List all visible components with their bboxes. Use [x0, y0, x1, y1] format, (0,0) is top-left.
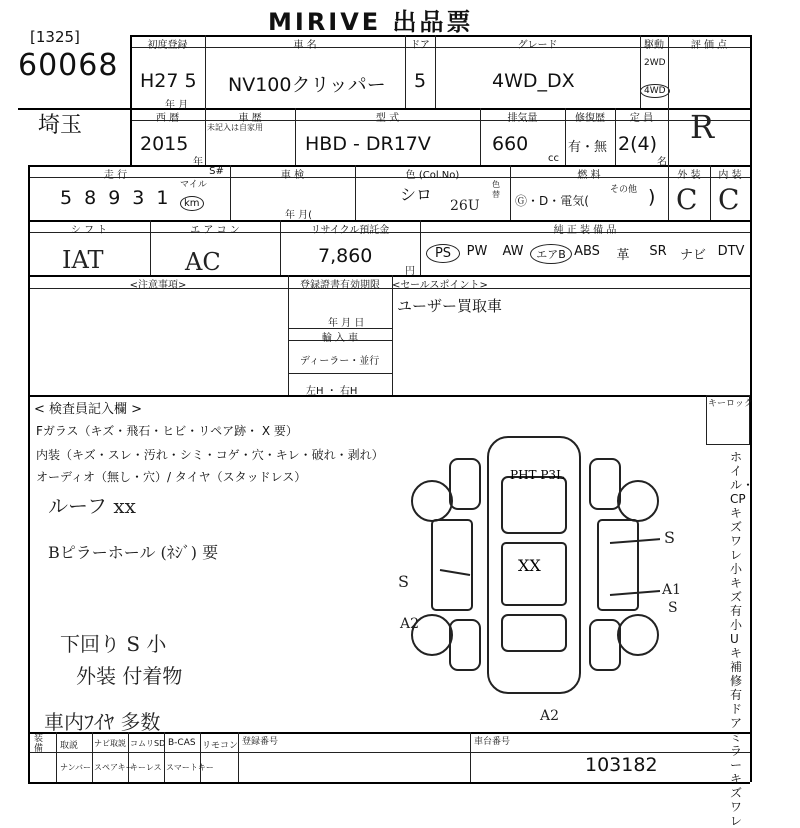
grade-value: 4WD_DX [492, 70, 575, 92]
mileage-unit-km: km [180, 196, 204, 211]
exterior-value: C [676, 183, 698, 216]
grid-line [200, 732, 201, 782]
left-doors [432, 520, 472, 610]
windshield [502, 477, 566, 533]
grid-line [130, 35, 132, 165]
right-front-fender [590, 459, 620, 509]
inspector-line-glass: Fガラス（キズ・飛石・ヒビ・リペア跡・ X 要） [36, 424, 298, 438]
cc-value: 660 [492, 133, 529, 155]
side-notes: ホイル・CPキズ ワレ 小キズ有 小Uキ 補修有 ドアミラーキズ ワレ [730, 450, 755, 828]
grid-line [470, 732, 471, 782]
shift-value: IAT [62, 246, 104, 274]
grid-line [238, 732, 239, 782]
drive-4wd: 4WD [640, 84, 670, 98]
rear-window [502, 615, 566, 651]
stock-number: 60068 [18, 48, 119, 83]
prefecture: 埼玉 [38, 113, 83, 138]
right-rear-fender [590, 620, 620, 670]
sales-value: ユーザー買取車 [397, 297, 503, 315]
mileage-digit: 1 [156, 187, 181, 209]
fuel-label: 燃 料 [577, 170, 601, 181]
year-value: 2015 [140, 133, 189, 155]
capacity-label: 定 員 [629, 113, 654, 124]
vehicle-name: NV100クリッパー [228, 74, 386, 96]
sales-label: <セールスポイント> [392, 280, 488, 291]
history-label: 車 歴 [238, 113, 262, 124]
notes-label: <注意事項> [129, 280, 187, 291]
import-label: 輸 入 車 [321, 333, 359, 344]
grid-line [56, 732, 57, 782]
first-reg-value: H27 5 [140, 70, 197, 92]
mileage-digit: 3 [132, 187, 157, 209]
grid-line [668, 108, 669, 165]
right-rear-wheel [618, 615, 658, 655]
equip-leather: 革 [616, 248, 630, 263]
grid-line [28, 752, 750, 753]
mileage-digit: 5 [60, 187, 85, 209]
import-steer: 左H ・ 右H [306, 386, 358, 397]
interior-value: C [718, 183, 740, 216]
first-reg-label: 初度登録 [147, 40, 188, 51]
s-label: S# [209, 166, 224, 177]
cc-unit: cc [548, 153, 559, 164]
center-mark: XX [518, 556, 541, 575]
keylock-label: キーロック [708, 399, 753, 409]
score-value: R [690, 108, 715, 146]
note-interior: 車内ﾌｲﾔ 多数 [44, 710, 161, 734]
reg-expiry-label: 登録證書有効期限 [300, 280, 380, 291]
footer-item: スマートキー [166, 763, 214, 772]
roof-note: PHT P3L [510, 468, 565, 482]
footer-item: リモコン [202, 741, 239, 751]
grid-line [392, 275, 393, 395]
door-value: 5 [414, 70, 427, 92]
color-label: 色 (Col.No) [405, 170, 460, 181]
type-label: 型 式 [375, 113, 400, 124]
door-label: ドア [410, 40, 430, 51]
grid-line [92, 732, 93, 782]
mark-right-side-2: S [668, 600, 678, 616]
equip-airbag: エアB [530, 244, 572, 264]
mark-right-front: S [664, 528, 675, 547]
interior-label: 内 装 [718, 170, 742, 181]
equip-navi: ナビ [679, 248, 706, 263]
equip-aw: AW [502, 244, 524, 259]
note-roof: ルーフ xx [48, 494, 136, 518]
type-value: HBD - DR17V [305, 133, 431, 155]
inspection-units: 年 月( [285, 210, 313, 221]
inspection-label: 車 検 [280, 170, 305, 181]
inspector-title: < 検査員記入欄 > [34, 402, 143, 417]
mark-right-side: A1 [662, 582, 682, 598]
reg-units: 年 月 日 [328, 318, 365, 329]
first-reg-units: 年 月 [165, 100, 189, 111]
color-change-label: 色替 [492, 180, 500, 199]
grid-line [128, 732, 129, 782]
equip-label: 純 正 装 備 品 [553, 225, 617, 236]
left-front-fender [450, 459, 480, 509]
shift-label: シ フ ト [70, 225, 108, 236]
drive-2wd: 2WD [644, 58, 666, 68]
left-front-wheel [412, 481, 452, 521]
reg-number-label: 登録番号 [242, 737, 279, 747]
capacity-unit: 名 [657, 157, 667, 168]
equip-sr: SR [649, 244, 667, 259]
inspector-line-audio: オーディオ（無し・穴）/ タイヤ（スタッドレス） [36, 470, 307, 484]
lot-number: [1325] [30, 28, 80, 46]
color-code: 26U [450, 198, 480, 214]
mileage-unit-mile: マイル [180, 180, 207, 190]
footer-item: B-CAS [168, 738, 196, 748]
grid-line [28, 782, 750, 784]
footer-item: ナンバー [60, 763, 92, 772]
repair-value: 有・無 [568, 140, 608, 155]
year-unit: 年 [193, 157, 203, 168]
mileage-digits [60, 187, 180, 209]
grid-line [28, 395, 750, 397]
name-label: 車 名 [293, 40, 317, 51]
fuel-value: Ⓖ・D・電気( [515, 194, 589, 208]
grade-label: グレード [517, 40, 558, 51]
equip-dtv: DTV [717, 244, 745, 259]
left-rear-fender [450, 620, 480, 670]
note-pillar: Bピラーホール (ﾈｼﾞ) 要 [48, 543, 219, 562]
drive-label: 駆動 [644, 40, 664, 51]
grid-line [28, 165, 30, 782]
equip-ps: PS [426, 244, 460, 263]
mileage-digit: 9 [108, 187, 133, 209]
chassis-label: 車台番号 [474, 737, 511, 747]
inspector-line-interior: 内装（キズ・スレ・汚れ・シミ・コゲ・穴・キレ・破れ・剥れ） [36, 448, 384, 462]
right-front-wheel [618, 481, 658, 521]
exterior-label: 外 装 [677, 170, 701, 181]
score-label: 評 価 点 [690, 40, 728, 51]
footer-item: ナビ取説 [94, 739, 126, 748]
color-value: シロ [400, 185, 433, 204]
capacity-value: 2(4) [618, 133, 658, 155]
grid-line [288, 373, 392, 374]
recycle-value: 7,860 [318, 245, 373, 267]
mileage-label: 走 行 [103, 170, 128, 181]
footer-equip-label: 装備 [34, 734, 44, 754]
right-doors [598, 520, 638, 610]
fuel-other: その他 [610, 185, 638, 195]
ac-label: エ ア コ ン [190, 225, 240, 236]
brand-title: MIRIVE 出品票 [268, 8, 474, 36]
mark-left-side: S [398, 572, 409, 591]
recycle-label: リサイクル預託金 [310, 225, 390, 236]
ac-value: AC [185, 248, 221, 276]
fuel-close: ) [648, 186, 656, 208]
mileage-digit: 8 [84, 187, 109, 209]
mark-left-rear: A2 [400, 616, 420, 632]
footer-item: コムリSD [130, 739, 166, 748]
recycle-unit: 円 [405, 266, 415, 277]
chassis-number: 103182 [585, 754, 658, 776]
cc-label: 排気量 [507, 113, 538, 124]
equip-abs: ABS [574, 244, 600, 259]
import-dealer: ディーラー・並行 [300, 356, 380, 367]
repair-label: 修復歴 [575, 113, 605, 124]
mark-rear: A2 [540, 708, 560, 724]
note-underbody: 下回り S 小 [60, 632, 167, 656]
history-sub: 未記入は自家用 [207, 123, 263, 132]
equip-pw: PW [466, 244, 488, 259]
footer-item: 取説 [60, 741, 79, 751]
footer-item: スペアキー [94, 763, 134, 772]
car-diagram [410, 415, 660, 715]
footer-item: キーレス [130, 763, 162, 772]
note-exterior: 外装 付着物 [76, 664, 183, 688]
year-label: 西 暦 [155, 113, 180, 124]
